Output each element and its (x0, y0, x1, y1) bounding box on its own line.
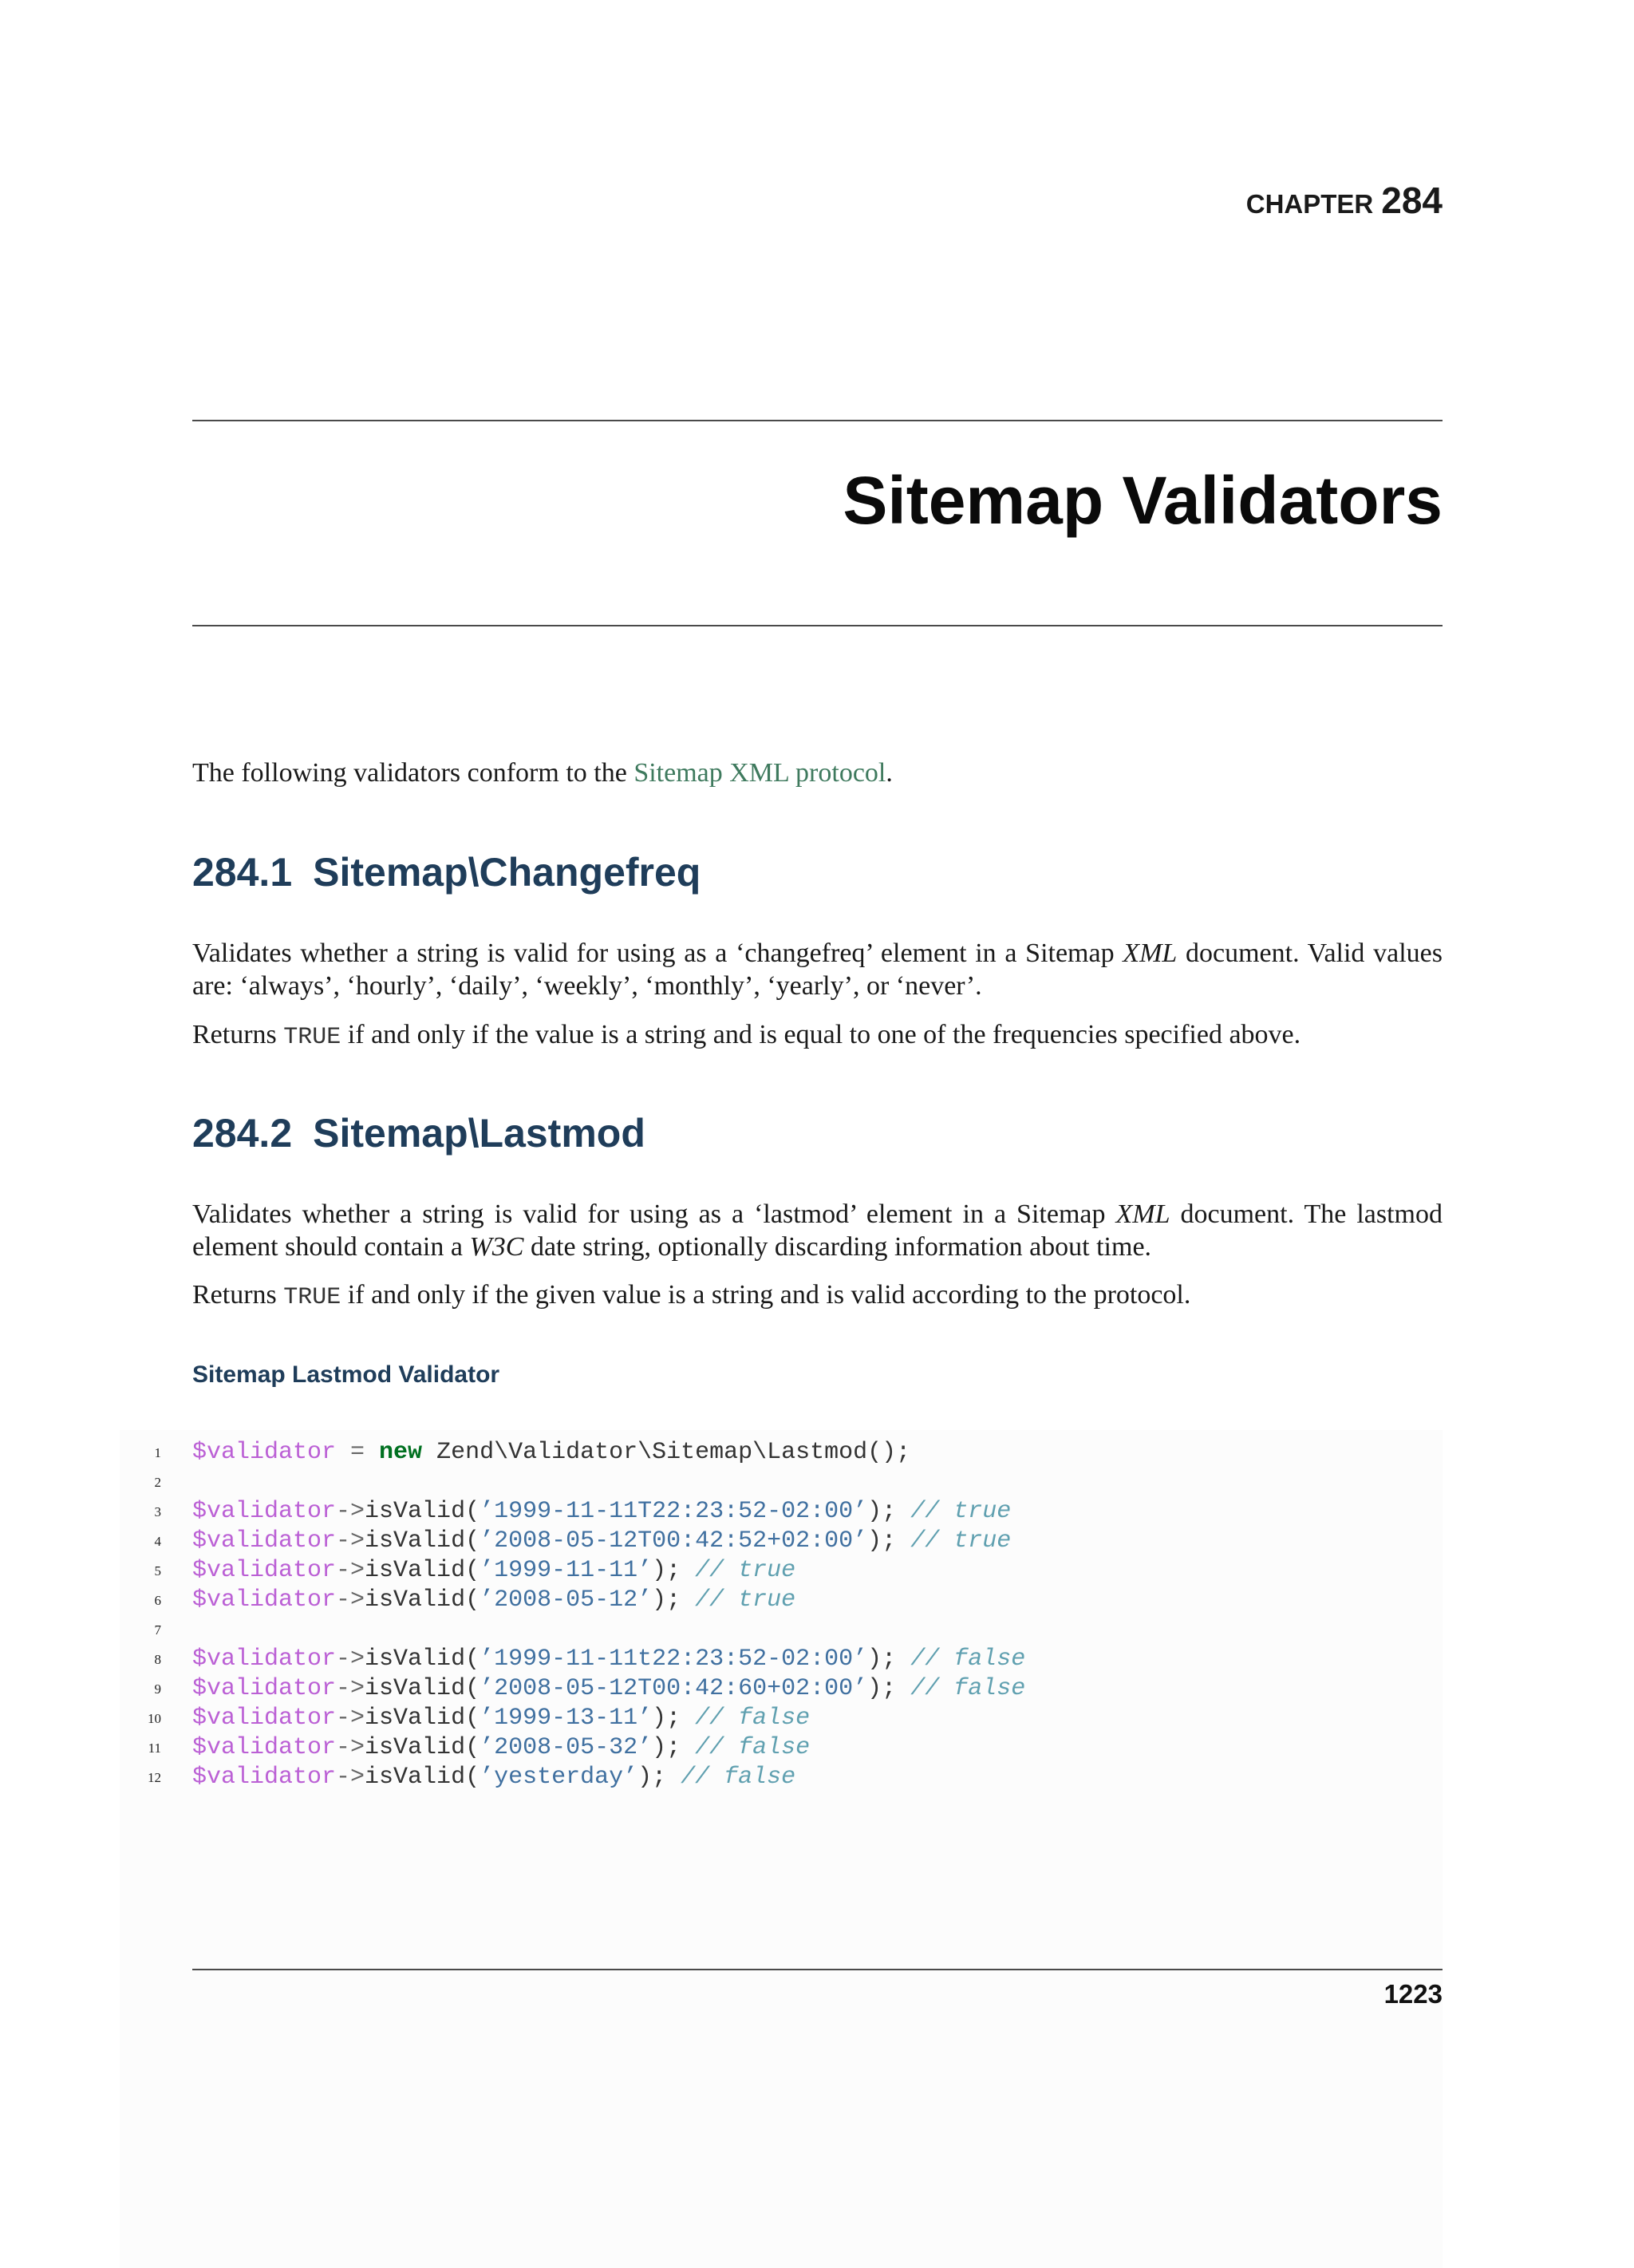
code-token: ); (652, 1705, 696, 1732)
code-token: // false (910, 1646, 1026, 1673)
code-token: ); (867, 1527, 911, 1555)
line-number: 3 (154, 1504, 161, 1519)
code-text (192, 1645, 1025, 1674)
code-token: -> (336, 1705, 365, 1732)
code-token: $validator (192, 1498, 337, 1525)
code-token: // true (910, 1527, 1012, 1555)
intro-paragraph (192, 757, 1443, 789)
code-token: isValid( (365, 1586, 480, 1614)
page-title: Sitemap Validators (843, 463, 1443, 538)
code-token: ’2008-05-12T00:42:60+02:00’ (480, 1675, 868, 1702)
chapter-number: 284 (1381, 180, 1443, 221)
code-token: isValid( (365, 1705, 480, 1732)
code-token: -> (336, 1527, 365, 1555)
code-line (0, 1438, 1634, 1468)
code-token: // false (695, 1705, 811, 1732)
code-token: ); (637, 1764, 681, 1791)
code-token: = (336, 1439, 380, 1466)
line-number: 5 (154, 1563, 161, 1579)
code-token: -> (336, 1675, 365, 1702)
code-token: // true (910, 1498, 1012, 1525)
code-token: $validator (192, 1557, 337, 1584)
lastmod-desc-text-3: date string, optionally discarding information about time. (523, 1232, 1152, 1262)
xml-term: XML (1123, 938, 1178, 968)
code-token: // false (681, 1764, 796, 1791)
code-token: isValid( (365, 1764, 480, 1791)
line-number: 11 (148, 1741, 161, 1756)
chapter-word: CHAPTER (1245, 189, 1374, 219)
code-token: $validator (192, 1734, 337, 1761)
returns-text: Returns (192, 1280, 284, 1310)
code-line (0, 1615, 1634, 1645)
code-token: -> (336, 1498, 365, 1525)
intro-text-before: The following validators conform to the (192, 758, 634, 788)
code-token: ’1999-11-11t22:23:52-02:00’ (480, 1646, 868, 1673)
code-line (0, 1586, 1634, 1615)
code-token: ); (652, 1734, 696, 1761)
code-token: -> (336, 1557, 365, 1584)
code-text (192, 1556, 795, 1586)
code-line (0, 1468, 1634, 1497)
code-token: isValid( (365, 1527, 480, 1555)
code-token: $validator (192, 1764, 337, 1791)
true-literal: TRUE (283, 1024, 341, 1051)
lastmod-returns (192, 1278, 1443, 1314)
code-token: $validator (192, 1527, 337, 1555)
line-number: 2 (154, 1475, 161, 1490)
section-title: Sitemap\Changefreq (313, 850, 701, 895)
code-line (0, 1556, 1634, 1586)
code-line (0, 1527, 1634, 1556)
code-token: Zend\Validator\Sitemap\Lastmod(); (422, 1439, 911, 1466)
changefreq-description (192, 937, 1443, 1002)
code-token: ); (867, 1498, 911, 1525)
code-token: $validator (192, 1439, 337, 1466)
title-bottom-rule (192, 625, 1443, 626)
lastmod-desc-text-2: document. The lastmod element should contain a (192, 1199, 1443, 1262)
code-token: ’2008-05-12T00:42:52+02:00’ (480, 1527, 868, 1555)
code-token: // false (910, 1675, 1026, 1702)
code-token: ’1999-11-11’ (480, 1557, 653, 1584)
code-token: $validator (192, 1646, 337, 1673)
code-token: ’2008-05-32’ (480, 1734, 653, 1761)
code-token: // true (695, 1557, 796, 1584)
code-token: $validator (192, 1705, 337, 1732)
code-token: -> (336, 1586, 365, 1614)
code-token: ); (652, 1586, 696, 1614)
line-number: 4 (154, 1534, 161, 1549)
line-number: 8 (154, 1652, 161, 1667)
code-text (192, 1438, 910, 1468)
code-token: isValid( (365, 1675, 480, 1702)
code-token: // false (695, 1734, 811, 1761)
true-literal: TRUE (283, 1284, 341, 1311)
page-number: 1223 (1383, 1979, 1443, 2009)
line-number: 9 (154, 1681, 161, 1697)
section-heading-lastmod (192, 1111, 645, 1156)
sitemap-protocol-link[interactable]: Sitemap XML protocol (633, 758, 886, 788)
returns-text-2: if and only if the value is a string and is equal to one of the frequencies specified above. (341, 1020, 1301, 1049)
w3c-term: W3C (469, 1232, 524, 1262)
section-title: Sitemap\Lastmod (313, 1111, 645, 1156)
changefreq-returns (192, 1018, 1443, 1054)
changefreq-desc-text: Validates whether a string is valid for using as a ‘changefreq’ element in a Sitemap (192, 938, 1123, 968)
returns-text-2: if and only if the given value is a string and is valid according to the protocol. (341, 1280, 1191, 1310)
code-token: new (379, 1439, 423, 1466)
code-token: // true (695, 1586, 796, 1614)
code-token: -> (336, 1764, 365, 1791)
line-number: 6 (154, 1593, 161, 1608)
lastmod-desc-text: Validates whether a string is valid for using as a ‘lastmod’ element in a Sitemap (192, 1199, 1116, 1229)
code-text (192, 1527, 1011, 1556)
code-text (192, 1497, 1011, 1527)
code-token: $validator (192, 1586, 337, 1614)
changefreq-desc-text-2: document. Valid values are: ‘always’, ‘hourly’, ‘daily’, ‘weekly’, ‘monthly’, ‘yearly’, or ‘never’. (192, 938, 1443, 1001)
code-token: ); (867, 1675, 911, 1702)
code-token: ); (652, 1557, 696, 1584)
code-token: -> (336, 1734, 365, 1761)
footer-rule (192, 1969, 1443, 1970)
code-token: isValid( (365, 1646, 480, 1673)
code-token: -> (336, 1646, 365, 1673)
code-line (0, 1645, 1634, 1674)
intro-text-after: . (886, 758, 893, 788)
code-line (0, 1497, 1634, 1527)
code-line (0, 1674, 1634, 1704)
returns-text: Returns (192, 1020, 284, 1049)
chapter-label (1246, 182, 1443, 219)
code-text (192, 1704, 810, 1733)
code-token: ’yesterday’ (480, 1764, 638, 1791)
line-number: 7 (154, 1622, 161, 1638)
code-line (0, 1733, 1634, 1763)
code-text (192, 1733, 810, 1763)
title-top-rule (192, 420, 1443, 421)
line-number: 10 (148, 1711, 161, 1726)
section-number: 284.1 (192, 850, 293, 895)
section-heading-changefreq (192, 850, 701, 895)
code-block (0, 1438, 1634, 1792)
example-caption: Sitemap Lastmod Validator (192, 1361, 500, 1388)
code-text (192, 1586, 795, 1615)
code-token: isValid( (365, 1557, 480, 1584)
code-token: ’1999-13-11’ (480, 1705, 653, 1732)
section-number: 284.2 (192, 1111, 293, 1156)
code-token: ); (867, 1646, 911, 1673)
code-line (0, 1763, 1634, 1792)
code-text (192, 1763, 795, 1792)
lastmod-description (192, 1198, 1443, 1263)
code-token: isValid( (365, 1498, 480, 1525)
code-token: isValid( (365, 1734, 480, 1761)
code-line (0, 1704, 1634, 1733)
code-token: $validator (192, 1675, 337, 1702)
line-number: 12 (148, 1770, 161, 1785)
line-number: 1 (154, 1445, 161, 1460)
code-token: ’2008-05-12’ (480, 1586, 653, 1614)
xml-term: XML (1115, 1199, 1170, 1229)
code-text (192, 1674, 1025, 1704)
code-token: ’1999-11-11T22:23:52-02:00’ (480, 1498, 868, 1525)
